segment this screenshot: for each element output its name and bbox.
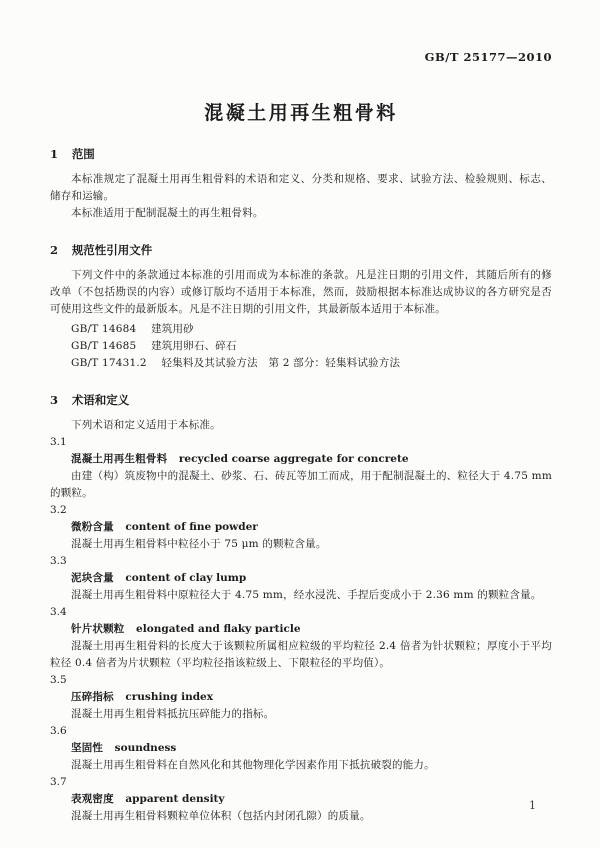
page-header xyxy=(50,50,552,64)
term-definition: 由建（构）筑废物中的混凝土、砂浆、石、砖瓦等加工而成，用于配制混凝土的、粒径大于 4.75 mm 的颗粒。 xyxy=(50,470,552,499)
clause-number: 3.3 xyxy=(50,555,67,567)
section-scope-body xyxy=(50,171,552,222)
section-number: 3 xyxy=(50,393,59,407)
section-number: 1 xyxy=(50,147,59,161)
term-definition: 混凝土用再生粗骨料颗粒单位体积（包括内封闭孔隙）的质量。 xyxy=(71,810,371,822)
paragraph: 本标准适用于配制混凝土的再生粗骨料。 xyxy=(71,207,264,219)
term-zh: 微粉含量 xyxy=(71,521,114,533)
term-en: crushing index xyxy=(125,691,213,703)
term-block xyxy=(50,502,552,553)
reference-item xyxy=(50,321,552,338)
clause-number: 3.4 xyxy=(50,606,67,618)
paragraph: 下列术语和定义适用于本标准。 xyxy=(71,419,221,431)
clause-number: 3.1 xyxy=(50,436,67,448)
document-title: 混凝土用再生粗骨料 xyxy=(204,102,398,124)
section-references-body xyxy=(50,267,552,372)
term-definition: 混凝土用再生粗骨料的长度大于该颗粒所属相应粒级的平均粒径 2.4 倍者为针状颗粒；厚度小于平均粒径 0.4 倍者为片状颗粒（平均粒径指该粒级上、下限粒径的平均值）。 xyxy=(50,640,552,669)
reference-item xyxy=(50,355,552,372)
term-en: content of fine powder xyxy=(125,521,258,533)
reference-list xyxy=(50,321,552,372)
paragraph: 本标准规定了混凝土用再生粗骨料的术语和定义、分类和规格、要求、试验方法、检验规则、标志、储存和运输。 xyxy=(50,173,552,202)
term-heading xyxy=(50,570,552,587)
term-zh: 表观密度 xyxy=(71,793,114,805)
clause-number: 3.2 xyxy=(50,504,67,516)
clause-number: 3.6 xyxy=(50,725,67,737)
term-zh: 泥块含量 xyxy=(71,572,114,584)
term-heading xyxy=(50,621,552,638)
reference-title: 轻集料及其试验方法 第 2 部分：轻集料试验方法 xyxy=(161,357,401,369)
reference-item xyxy=(50,338,552,355)
term-zh: 压碎指标 xyxy=(71,691,114,703)
reference-code: GB/T 14685 xyxy=(71,340,137,352)
section-title: 范围 xyxy=(71,147,95,161)
term-definition: 混凝土用再生粗骨料中粒径小于 75 μm 的颗粒含量。 xyxy=(71,538,327,550)
section-title: 规范性引用文件 xyxy=(71,243,153,257)
page-number: 1 xyxy=(529,799,536,812)
term-heading xyxy=(50,451,552,468)
section-heading-scope xyxy=(50,146,552,163)
term-en: content of clay lump xyxy=(125,572,247,584)
term-zh: 针片状颗粒 xyxy=(71,623,125,635)
term-block xyxy=(50,774,552,825)
paragraph: 下列文件中的条款通过本标准的引用而成为本标准的条款。凡是注日期的引用文件，其随后所有的修改单（不包括勘误的内容）或修订版均不适用于本标准，然而，鼓励根据本标准达成协议的各方研究是否可使用这些文件的最新版本。凡是不注日期的引用文件，其最新版本适用于本标准。 xyxy=(50,269,552,315)
term-definition: 混凝土用再生粗骨料抵抗压碎能力的指标。 xyxy=(71,708,275,720)
reference-title: 建筑用砂 xyxy=(151,323,194,335)
term-zh: 坚固性 xyxy=(71,742,104,754)
term-block xyxy=(50,434,552,502)
section-title: 术语和定义 xyxy=(71,393,130,407)
clause-number: 3.7 xyxy=(50,776,67,788)
standard-code: GB/T 25177—2010 xyxy=(424,50,552,64)
term-heading xyxy=(50,689,552,706)
reference-code: GB/T 14684 xyxy=(71,323,137,335)
clause-number: 3.5 xyxy=(50,674,67,686)
term-en: recycled coarse aggregate for concrete xyxy=(178,453,409,465)
term-definition: 混凝土用再生粗骨料在自然风化和其他物理化学因素作用下抵抗破裂的能力。 xyxy=(71,759,435,771)
term-block xyxy=(50,723,552,774)
term-block xyxy=(50,672,552,723)
section-heading-terms-definitions xyxy=(50,392,552,409)
term-en: apparent density xyxy=(125,793,225,805)
reference-title: 建筑用卵石、碎石 xyxy=(151,340,237,352)
term-heading xyxy=(50,519,552,536)
reference-code: GB/T 17431.2 xyxy=(71,357,147,369)
section-terms-body xyxy=(50,417,552,825)
term-zh: 混凝土用再生粗骨料 xyxy=(71,453,168,465)
section-heading-normative-references xyxy=(50,242,552,259)
term-definition: 混凝土用再生粗骨料中原粒径大于 4.75 mm，经水浸洗、手捏后变成小于 2.36 mm 的颗粒含量。 xyxy=(71,589,542,601)
term-heading xyxy=(50,791,552,808)
term-heading xyxy=(50,740,552,757)
term-block xyxy=(50,553,552,604)
term-en: soundness xyxy=(114,742,177,754)
term-block xyxy=(50,604,552,672)
term-en: elongated and flaky particle xyxy=(136,623,301,635)
section-number: 2 xyxy=(50,243,59,257)
